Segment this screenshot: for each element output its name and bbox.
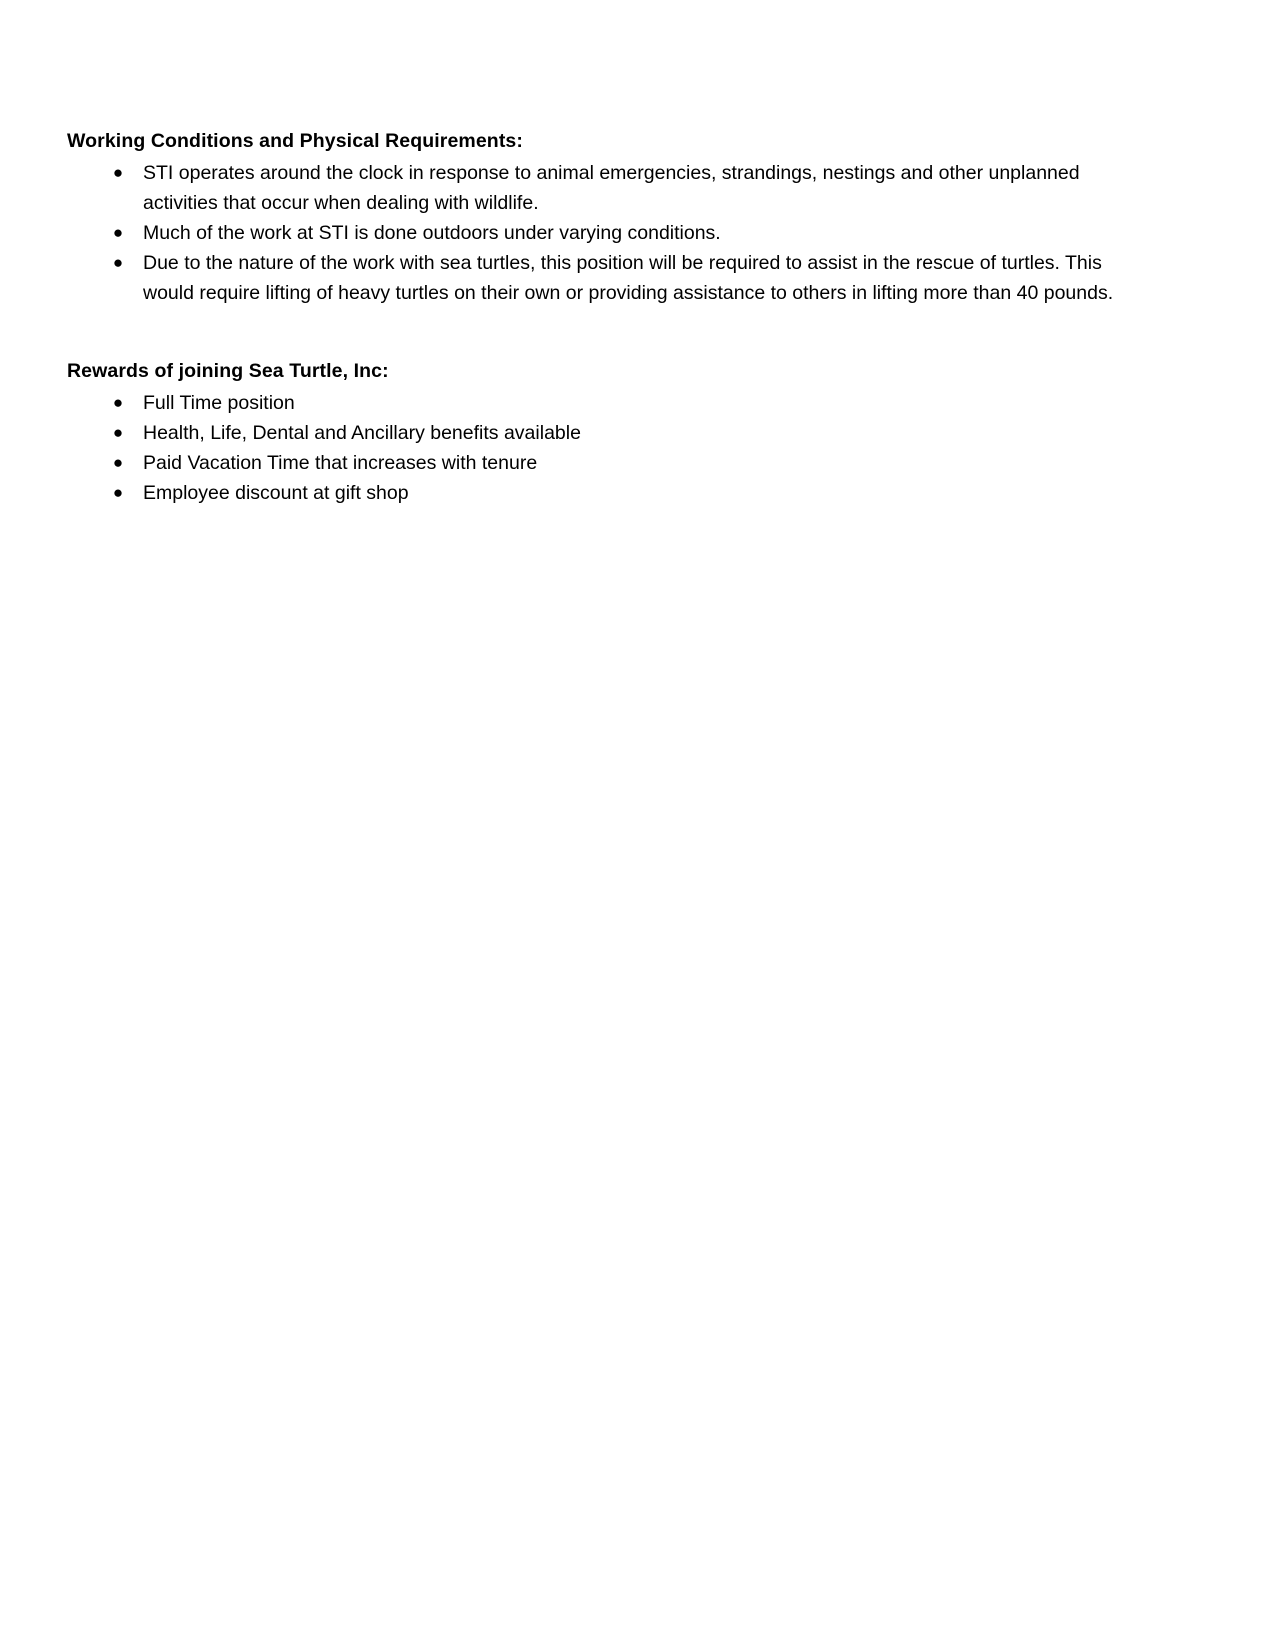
section-heading: Rewards of joining Sea Turtle, Inc: [67,360,389,382]
list-item [67,418,1140,448]
bullet-icon: ● [112,223,124,242]
list-item-text: Health, Life, Dental and Ancillary benefits available [143,422,581,444]
section-heading: Working Conditions and Physical Requirements: [67,130,523,152]
section-working-conditions [67,126,1140,308]
bullet-icon: ● [112,423,124,442]
bullet-icon: ● [112,483,124,502]
list-item [67,248,1140,308]
list-item-text: STI operates around the clock in response to animal emergencies, strandings, nestings and other unplanned activities that occur when dealing with wildlife. [143,162,1080,214]
section-rewards [67,356,1140,508]
list-item-text: Paid Vacation Time that increases with tenure [143,452,538,474]
bullet-icon: ● [112,163,124,182]
bullet-list [67,158,1140,308]
bullet-icon: ● [112,393,124,412]
bullet-icon: ● [112,253,124,272]
bullet-list [67,388,1140,508]
list-item [67,388,1140,418]
document-content [67,126,1140,508]
list-item [67,478,1140,508]
list-item-text: Employee discount at gift shop [143,482,409,504]
list-item-text: Full Time position [143,392,295,414]
bullet-icon: ● [112,453,124,472]
list-item-text: Due to the nature of the work with sea turtles, this position will be required to assist in the rescue of turtles. This would require lifting of heavy turtles on their own or providing assistance to others in lifting more than 40 pounds. [143,252,1114,304]
list-item [67,158,1140,218]
list-item-text: Much of the work at STI is done outdoors under varying conditions. [143,222,721,244]
list-item [67,448,1140,478]
list-item [67,218,1140,248]
